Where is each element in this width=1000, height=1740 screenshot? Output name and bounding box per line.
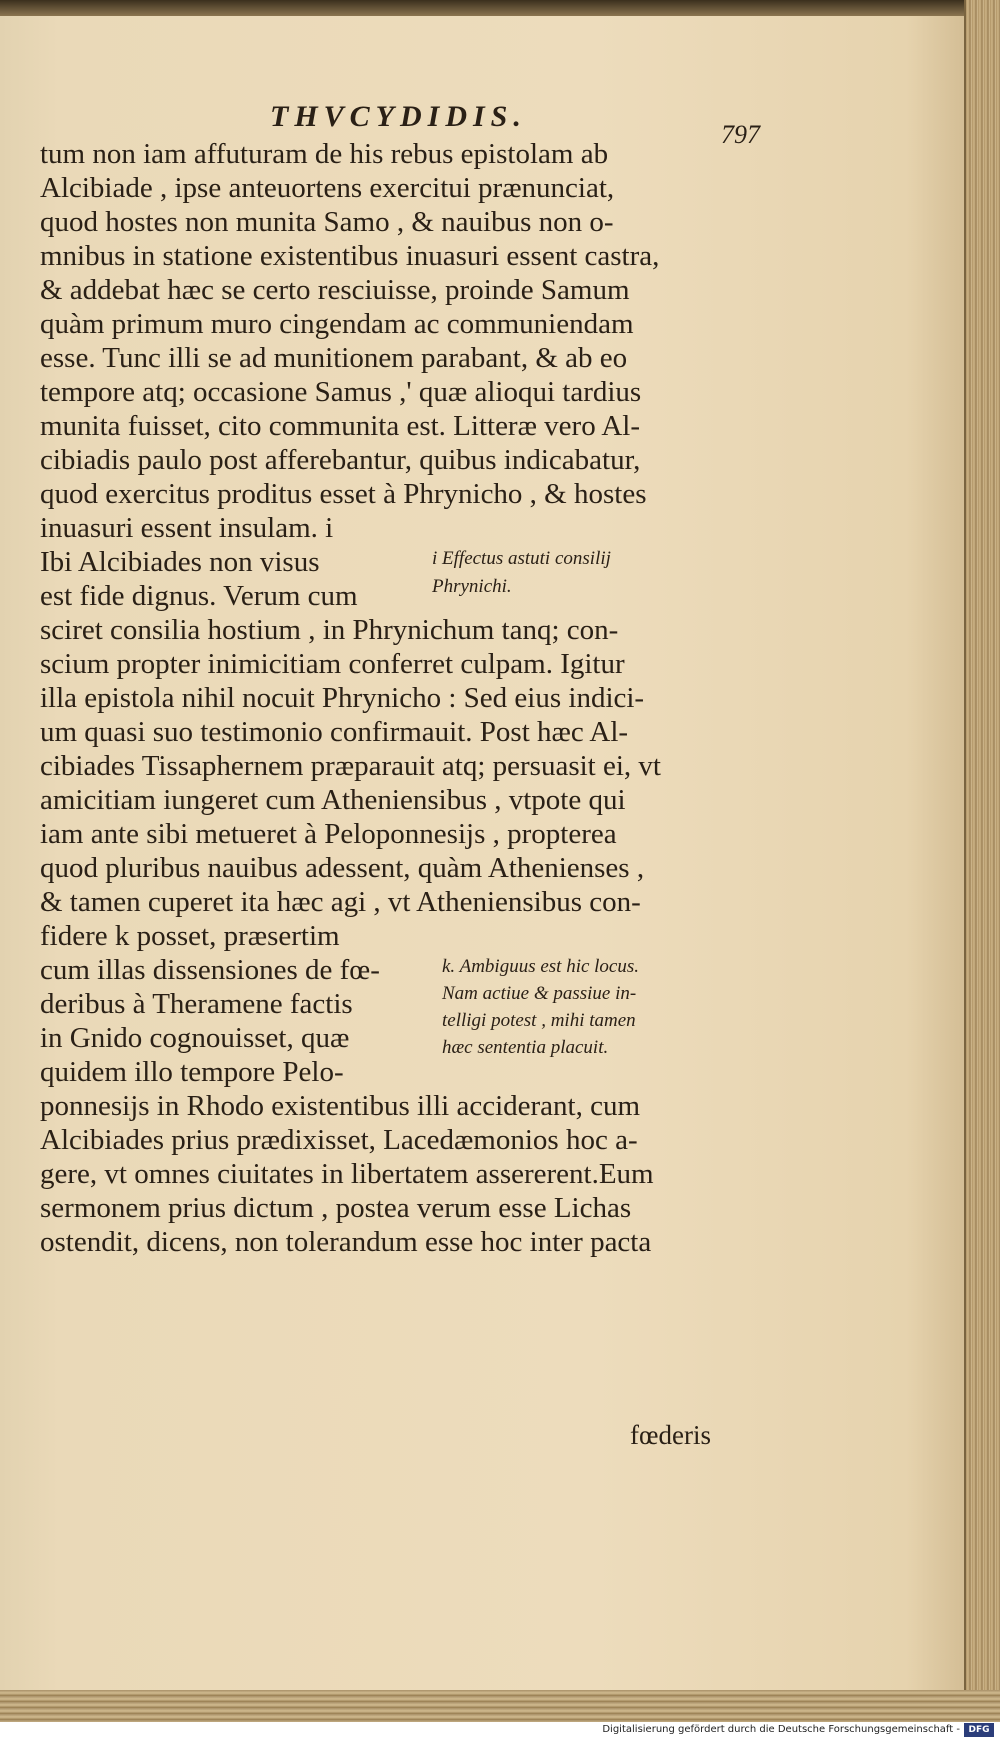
body-line: ponnesijs in Rhodo existentibus illi acciderant, cum <box>40 1090 641 1122</box>
book-bottom-edge <box>0 1690 1000 1722</box>
catchword: fœderis <box>630 1420 711 1450</box>
body-line: scium propter inimicitiam conferret culpam. Igitur <box>40 648 625 680</box>
marginal-note-line: k. Ambiguus est hic locus. <box>442 956 640 977</box>
body-line: sciret consilia hostium , in Phrynichum tanq; con- <box>40 614 619 646</box>
body-line: sermonem prius dictum , postea verum esse Lichas <box>40 1192 632 1224</box>
body-line: illa epistola nihil nocuit Phrynicho : Sed eius indici- <box>40 682 645 714</box>
marginal-note-line: hæc sententia placuit. <box>442 1037 609 1058</box>
dfg-logo: DFG <box>964 1723 994 1737</box>
marginal-note-line: telligi potest , mihi tamen <box>442 1010 636 1031</box>
body-line: Alcibiade , ipse anteuortens exercitui prænunciat, <box>40 172 615 204</box>
body-line: Ibi Alcibiades non visus <box>40 546 320 578</box>
body-line: quàm primum muro cingendam ac communiendam <box>40 308 634 340</box>
folio-number: 797 <box>721 120 760 149</box>
body-line: cibiades Tissaphernem præparauit atq; persuasit ei, vt <box>40 750 661 782</box>
body-line: esse. Tunc illi se ad munitionem parabant, & ab eo <box>40 342 628 374</box>
body-line: quod exercitus proditus esset à Phrynicho , & hostes <box>40 478 647 510</box>
body-line: Alcibiades prius prædixisset, Lacedæmonios hoc a- <box>40 1124 638 1156</box>
body-line: in Gnido cognouisset, quæ <box>40 1022 350 1054</box>
body-line: cum illas dissensiones de fœ- <box>40 954 380 986</box>
book-fore-edge <box>964 0 1000 1722</box>
body-line: cibiadis paulo post afferebantur, quibus indicabatur, <box>40 444 641 476</box>
body-line: amicitiam iungeret cum Atheniensibus , vtpote qui <box>40 784 626 816</box>
body-line: deribus à Theramene factis <box>40 988 353 1020</box>
paper-page <box>0 8 985 1698</box>
body-line: fidere k posset, præsertim <box>40 920 340 952</box>
body-line: gere, vt omnes ciuitates in libertatem assererent.Eum <box>40 1158 654 1190</box>
marginal-note-line: Phrynichi. <box>432 576 512 597</box>
body-line: mnibus in statione existentibus inuasuri essent castra, <box>40 240 660 272</box>
marginal-note-line: i Effectus astuti consilij <box>432 548 611 569</box>
body-line: munita fuisset, cito communita est. Litteræ vero Al- <box>40 410 641 442</box>
page-top-edge <box>0 0 1000 16</box>
body-line: est fide dignus. Verum cum <box>40 580 358 612</box>
marginal-note-line: Nam actiue & passiue in- <box>442 983 637 1004</box>
body-line: & tamen cuperet ita hæc agi , vt Atheniensibus con- <box>40 886 641 918</box>
body-line: tum non iam affuturam de his rebus epistolam ab <box>40 138 609 170</box>
body-line: quidem illo tempore Pelo- <box>40 1056 344 1088</box>
body-line: iam ante sibi metueret à Peloponnesijs , propterea <box>40 818 617 850</box>
body-line: quod hostes non munita Samo , & nauibus non o- <box>40 206 614 238</box>
funding-credit: Digitalisierung gefördert durch die Deutsche Forschungsgemeinschaft - <box>602 1724 960 1735</box>
body-line: tempore atq; occasione Samus ,' quæ alioqui tardius <box>40 376 642 408</box>
running-title: THVCYDIDIS. <box>270 100 527 133</box>
body-line: um quasi suo testimonio confirmauit. Post hæc Al- <box>40 716 629 748</box>
body-line: & addebat hæc se certo resciuisse, proinde Samum <box>40 274 630 306</box>
body-line: quod pluribus nauibus adessent, quàm Athenienses , <box>40 852 645 884</box>
body-line: ostendit, dicens, non tolerandum esse hoc inter pacta <box>40 1226 652 1258</box>
body-line: inuasuri essent insulam. i <box>40 512 334 544</box>
footer-bar <box>0 1722 1000 1740</box>
